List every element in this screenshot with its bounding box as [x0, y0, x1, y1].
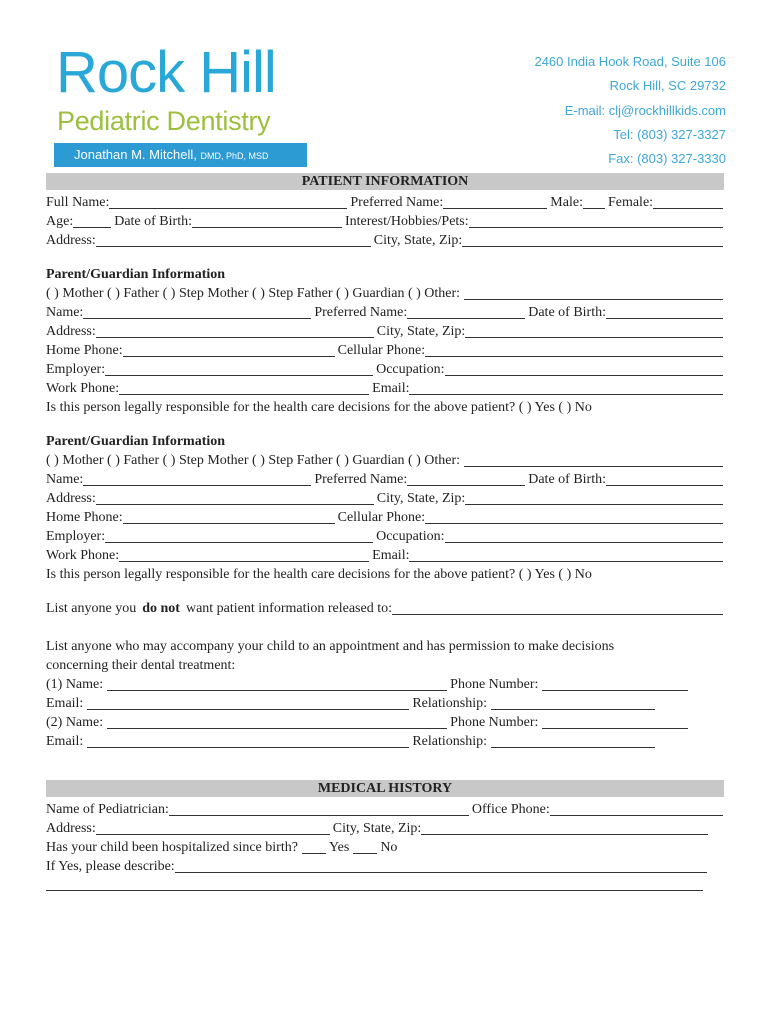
medical-city-field[interactable] [421, 820, 708, 835]
guardian-2-preferred-name-field[interactable] [407, 471, 525, 486]
interests-label: Interest/Hobbies/Pets: [344, 214, 469, 229]
describe-continuation-row [46, 876, 726, 894]
accompany-1-name-row [46, 675, 726, 694]
contact-info [534, 53, 726, 174]
dob-label: Date of Birth: [114, 214, 192, 229]
guardian-1-address-row [46, 322, 726, 341]
guardian-2-responsible-question[interactable]: Is this person legally responsible for the health care decisions for the above patient? ( ) Yes ( ) No [46, 567, 592, 582]
guardian-1-relationship-options[interactable]: ( ) Mother ( ) Father ( ) Step Mother ( ) Step Father ( ) Guardian ( ) Other: [46, 286, 461, 301]
pediatrician-label: Name of Pediatrician: [46, 802, 169, 817]
pediatrician-field[interactable] [169, 801, 469, 816]
guardian-1-work-phone-field[interactable] [119, 380, 369, 395]
guardian-1-name-field[interactable] [83, 304, 311, 319]
guardian-2-dob-field[interactable] [606, 471, 723, 486]
age-label: Age: [46, 214, 74, 229]
accompany-1-phone-field[interactable] [542, 676, 688, 691]
patient-address-row [46, 231, 726, 250]
guardian-1-responsible-question[interactable]: Is this person legally responsible for the health care decisions for the above patient? ( ) Yes ( ) No [46, 400, 592, 415]
medical-address-label: Address: [46, 821, 96, 836]
hospitalized-yes-field[interactable] [302, 839, 326, 854]
guardian-2-work-phone-field[interactable] [119, 547, 369, 562]
guardian-2-home-phone-label: Home Phone: [46, 510, 123, 525]
guardian-2-address-label: Address: [46, 491, 96, 506]
guardian-2-employer-field[interactable] [105, 528, 373, 543]
release-field[interactable] [392, 600, 723, 615]
guardian-2-name-field[interactable] [83, 471, 311, 486]
accompany-1-phone-label: Phone Number: [450, 677, 539, 692]
guardian-1-employer-label: Employer: [46, 362, 106, 377]
medical-history-section-title: MEDICAL HISTORY [46, 780, 724, 797]
accompany-1-name-label: (1) Name: [46, 677, 104, 692]
guardian-1-work-row [46, 379, 726, 398]
contact-tel: Tel: (803) 327-3327 [613, 126, 726, 142]
age-field[interactable] [73, 213, 111, 228]
patient-age-row [46, 212, 726, 231]
guardian-1-relationship-row [46, 284, 726, 303]
male-field[interactable] [583, 194, 605, 209]
guardian-2-employer-row [46, 527, 726, 546]
city-state-zip-label: City, State, Zip: [373, 233, 463, 248]
accompany-2-name-label: (2) Name: [46, 715, 104, 730]
release-suffix: want patient information released to: [185, 601, 392, 616]
preferred-name-label: Preferred Name: [350, 195, 444, 210]
guardian-1-dob-field[interactable] [606, 304, 723, 319]
describe-label: If Yes, please describe: [46, 859, 175, 874]
guardian-1-employer-field[interactable] [105, 361, 373, 376]
preferred-name-field[interactable] [443, 194, 547, 209]
guardian-1-employer-row [46, 360, 726, 379]
release-emphasis: do not [142, 601, 180, 616]
guardian-2-city-field[interactable] [465, 490, 723, 505]
hospitalized-no-label: No [380, 840, 398, 855]
hospitalized-yes-label: Yes [328, 840, 350, 855]
accompany-2-name-field[interactable] [107, 714, 447, 729]
doctor-name: Jonathan M. Mitchell, [74, 147, 197, 162]
guardian-2-employer-label: Employer: [46, 529, 106, 544]
guardian-2-name-label: Name: [46, 472, 84, 487]
guardian-2-heading: Parent/Guardian Information [46, 434, 226, 449]
doctor-name-bar [54, 143, 307, 167]
contact-fax: Fax: (803) 327-3330 [608, 151, 726, 167]
guardian-1-heading: Parent/Guardian Information [46, 267, 226, 282]
logo-subtitle: Pediatric Dentistry [57, 106, 271, 136]
guardian-2-other-field[interactable] [464, 452, 723, 467]
guardian-2-name-row [46, 470, 726, 489]
dob-field[interactable] [192, 213, 342, 228]
guardian-1-name-row [46, 303, 726, 322]
guardian-2-preferred-name-label: Preferred Name: [314, 472, 408, 487]
accompany-1-email-field[interactable] [87, 695, 409, 710]
guardian-1-phone-row [46, 341, 726, 360]
medical-address-row [46, 819, 726, 838]
guardian-2-phone-row [46, 508, 726, 527]
guardian-1-work-phone-label: Work Phone: [46, 381, 120, 396]
guardian-2-address-row [46, 489, 726, 508]
contact-address: 2460 India Hook Road, Suite 106 [534, 54, 726, 69]
guardian-1-cell-phone-field[interactable] [425, 342, 723, 357]
hospitalized-label: Has your child been hospitalized since birth? [46, 840, 298, 855]
accompany-2-phone-field[interactable] [542, 714, 688, 729]
accompany-1-name-field[interactable] [107, 676, 447, 691]
guardian-1-home-phone-field[interactable] [123, 342, 335, 357]
guardian-2-relationship-options[interactable]: ( ) Mother ( ) Father ( ) Step Mother ( ) Step Father ( ) Guardian ( ) Other: [46, 453, 461, 468]
guardian-1-city-field[interactable] [465, 323, 723, 338]
guardian-1-other-field[interactable] [464, 285, 723, 300]
describe-continuation-field[interactable] [46, 876, 703, 891]
guardian-2-city-label: City, State, Zip: [376, 491, 466, 506]
patient-name-row [46, 193, 726, 212]
female-field[interactable] [653, 194, 723, 209]
pediatrician-row [46, 800, 726, 819]
guardian-1-email-field[interactable] [409, 380, 723, 395]
accompany-2-email-row [46, 732, 726, 751]
guardian-2-cell-phone-field[interactable] [425, 509, 723, 524]
accompany-1-email-label: Email: [46, 696, 84, 711]
guardian-1-preferred-name-field[interactable] [407, 304, 525, 319]
hospitalized-row [46, 838, 726, 857]
accompany-1-email-row [46, 694, 726, 713]
accompany-2-email-label: Email: [46, 734, 84, 749]
guardian-1-cell-phone-label: Cellular Phone: [337, 343, 426, 358]
guardian-2-address-field[interactable] [96, 490, 374, 505]
address-label: Address: [46, 233, 96, 248]
describe-field[interactable] [175, 858, 707, 873]
accompany-1-relationship-label: Relationship: [412, 696, 487, 711]
office-phone-field[interactable] [550, 801, 723, 816]
accompany-text-2: concerning their dental treatment: [46, 658, 236, 673]
release-prefix: List anyone you [46, 601, 137, 616]
accompany-2-email-field[interactable] [87, 733, 409, 748]
guardian-1-city-label: City, State, Zip: [376, 324, 466, 339]
describe-row [46, 857, 726, 876]
accompany-1-relationship-field[interactable] [491, 695, 655, 710]
logo-title: Rock Hill [56, 40, 276, 105]
guardian-1-name-label: Name: [46, 305, 84, 320]
guardian-2-relationship-row [46, 451, 726, 470]
guardian-1-preferred-name-label: Preferred Name: [314, 305, 408, 320]
male-label: Male: [550, 195, 583, 210]
office-phone-label: Office Phone: [471, 802, 550, 817]
guardian-2-occupation-label: Occupation: [376, 529, 445, 544]
accompany-2-relationship-field[interactable] [491, 733, 655, 748]
full-name-field[interactable] [109, 194, 347, 209]
accompany-2-phone-label: Phone Number: [450, 715, 539, 730]
guardian-1-email-label: Email: [372, 381, 410, 396]
guardian-2-email-field[interactable] [409, 547, 723, 562]
interests-field[interactable] [469, 213, 723, 228]
medical-address-field[interactable] [96, 820, 330, 835]
guardian-1-occupation-label: Occupation: [376, 362, 445, 377]
hospitalized-no-field[interactable] [353, 839, 377, 854]
accompany-text-1: List anyone who may accompany your child to an appointment and has permission to make decisions [46, 639, 615, 654]
guardian-2-cell-phone-label: Cellular Phone: [337, 510, 426, 525]
contact-city: Rock Hill, SC 29732 [609, 78, 726, 94]
guardian-2-occupation-field[interactable] [445, 528, 723, 543]
medical-city-label: City, State, Zip: [332, 821, 422, 836]
accompany-2-relationship-label: Relationship: [412, 734, 487, 749]
release-row [46, 599, 726, 618]
guardian-2-work-row [46, 546, 726, 565]
female-label: Female: [607, 195, 654, 210]
guardian-2-dob-label: Date of Birth: [528, 472, 606, 487]
full-name-label: Full Name: [46, 195, 110, 210]
guardian-1-home-phone-label: Home Phone: [46, 343, 123, 358]
guardian-1-address-label: Address: [46, 324, 96, 339]
address-field[interactable] [96, 232, 371, 247]
guardian-2-email-label: Email: [372, 548, 410, 563]
guardian-1-address-field[interactable] [96, 323, 374, 338]
city-state-zip-field[interactable] [462, 232, 723, 247]
accompany-2-name-row [46, 713, 726, 732]
guardian-1-dob-label: Date of Birth: [528, 305, 606, 320]
doctor-credentials: DMD, PhD, MSD [200, 151, 269, 161]
guardian-1-occupation-field[interactable] [445, 361, 723, 376]
guardian-2-work-phone-label: Work Phone: [46, 548, 120, 563]
guardian-2-home-phone-field[interactable] [123, 509, 335, 524]
contact-email[interactable]: E-mail: clj@rockhillkids.com [564, 102, 726, 118]
patient-info-section-title: PATIENT INFORMATION [46, 173, 724, 190]
